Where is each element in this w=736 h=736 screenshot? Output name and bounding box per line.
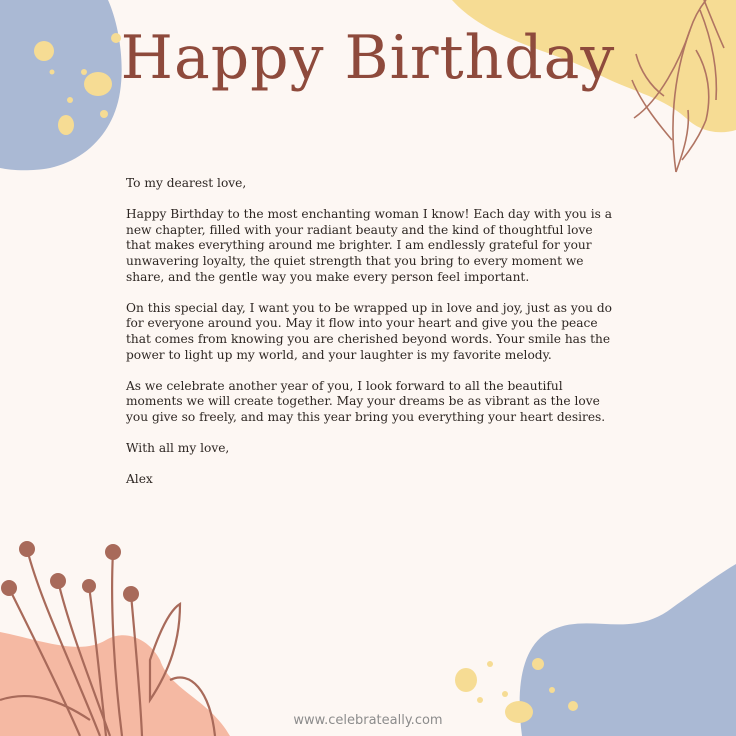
paragraph-3: As we celebrate another year of you, I look forward to all the beautiful moments we will create together. May your dreams be as vibrant as the love you give so freely, and may this year bring you everything your heart desires. xyxy=(126,378,606,424)
greeting: To my dearest love, xyxy=(126,176,247,190)
paragraph-2: On this special day, I want you to be wrapped up in love and joy, just as you do for everyone around you. May it flow into your heart and give you the peace that comes from knowing you are cherished beyond words. Your smile has the power to light up my world, and your laughter is my favorite melody. xyxy=(126,300,612,362)
blue-blob-bottom-right xyxy=(520,564,736,736)
closing: With all my love, xyxy=(126,441,230,456)
letter-body xyxy=(126,176,618,503)
berries xyxy=(1,541,139,602)
paragraph-1: Happy Birthday to the most enchanting woman I know! Each day with you is a new chapter, filled with your radiant beauty and the kind of thoughtful love that makes everything around me brighter. I am endlessly grateful for your unwavering loyalty, the quiet strength that you bring to every moment we share, and the gentle way you make every person feel important. xyxy=(126,207,613,284)
card-title: Happy Birthday xyxy=(120,23,616,93)
website-footer: www.celebrateally.com xyxy=(293,713,443,728)
signature: Alex xyxy=(126,472,153,487)
